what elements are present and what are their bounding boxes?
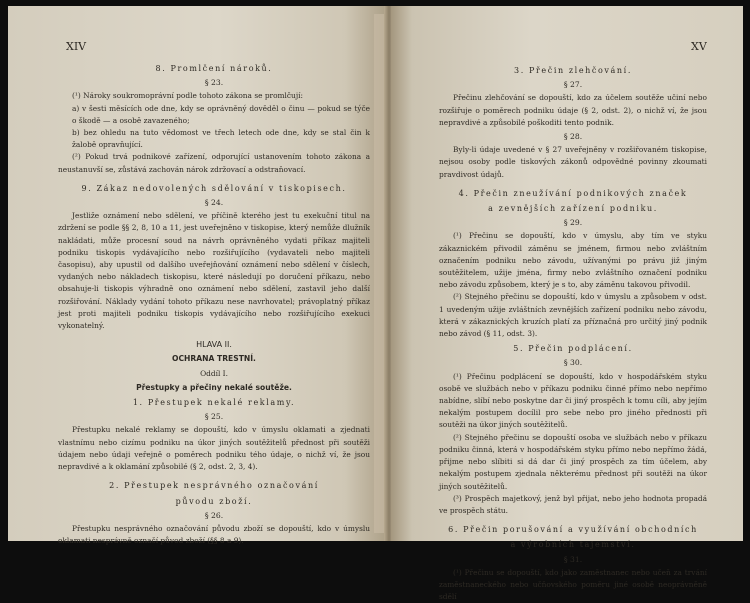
text-paragraph: (¹) Přečinu podplácení se dopouští, kdo v hospodářském styku osobě ve službách nebo v příkazu podniku činné přímo nebo nepřímo nabídne, slíbí nebo poskytne dar či jiný prospěch k tomu cíli, aby jejím nekalým postupem docílil pro sebe nebo pro jiného přednosti při soutěži na úkor jiných soutěžitelů. [439, 371, 707, 430]
list-item: a) v šesti měsících ode dne, kdy se oprávněný dověděl o činu — pokud se týče o škodě — a osobě zavazeného; [72, 103, 370, 125]
text-paragraph: (³) Prospěch majetkový, jenž byl přijat, nebo jeho hodnota propadá ve prospěch státu. [439, 493, 707, 515]
section-heading: 1. Přestupek nekalé reklamy. [132, 398, 296, 408]
text-paragraph: Přestupku nesprávného označování původu zboží se dopouští, kdo v úmyslu oklamati nesprávně označí původ zboží (§§ 8 a 9). [58, 523, 370, 546]
paragraph-number: § 23. [204, 78, 224, 88]
text-paragraph: (¹) Přečinu se dopouští, kdo jako zaměstnanec nebo učeň za trvání zaměstnaneckého nebo učňovského poměru jiné osobě neoprávněně sdělí [439, 567, 707, 602]
list-item: b) bez ohledu na tuto vědomost ve třech letech ode dne, kdy se stal čin k žalobě opravňující. [72, 128, 370, 150]
text-paragraph: Přestupku nekalé reklamy se dopouští, kdo v úmyslu oklamati a zjednati vlastnímu nebo cizímu podniku na úkor jiných soutěžitelů přednost při soutěži údajem nebo údaji veřejně o poměrech podniku tého údaje, o nichž ví, že jsou nepravdivé a k oklamání způsobilé (§ 2, odst. 2, 3, 4). [58, 425, 370, 472]
paragraph-number: § 25. [204, 412, 224, 422]
left-page [8, 6, 391, 546]
section-heading: 5. Přečin podplácení. [513, 344, 633, 354]
text-paragraph: Byly-li údaje uvedené v § 27 uveřejněny v rozšiřovaném tiskopise, nejsou osoby podle tiskových zákonů odpovědné povinny zkoumati pravdivost údajů. [439, 145, 707, 179]
right-page [391, 6, 743, 602]
right-page-text [439, 62, 707, 603]
section-heading-cont: původu zboží. [175, 496, 253, 506]
page-number: XIV [66, 40, 87, 53]
paragraph-number: § 30. [563, 358, 583, 368]
paragraph-number: § 27. [563, 80, 583, 90]
section-heading: 6. Přečin porušování a využívání obchodních [448, 525, 698, 535]
section-heading: 2. Přestupek nesprávného označování [109, 481, 319, 491]
paragraph-number: § 29. [563, 218, 583, 228]
paragraph-number: § 26. [204, 510, 224, 520]
paragraph-number: § 28. [563, 132, 583, 142]
division-title: Přestupky a přečiny nekalé soutěže. [136, 382, 292, 392]
text-paragraph: Jestliže oznámení nebo sdělení, ve příčině kterého jest tu exekuční titul na zdržení se podle §§ 2, 8, 10 a 11, jest uveřejněno v tiskopise, který nemůže dlužník nakládati, může procesní soud na návrh oprávněného vydati příkaz majiteli podniku tiskopis vydávajícího nebo rozšiřujícího (vydavateli nebo majiteli časopisu), aby upustil od dalšího uveřejňování oznámení nebo sdělení v číslech, vydaných nebo nákladech tiskopisu, které následují po doručení příkazu, nebo obsahuje-li tiskopis výhradně ono oznámení nebo sdělení, zastavil jeho další rozšiřování. Náklady vydání tohoto příkazu nese navrhovatel; právoplatný příkaz jest proti majiteli podniku tiskopis vydávajícího nebo rozšiřujícího exekuci vykonatelný. [58, 211, 370, 331]
section-heading-cont: a zevnějších zařízení podniku. [488, 204, 658, 214]
text-paragraph: (¹) Přečinu se dopouští, kdo v úmyslu, aby tím ve styku zákaznickém přivodil záměnu se jménem, firmou nebo zvláštním označením podniku nebo závodu, užívanými po právu již jiným soutěžitelem, užije jména, firmy nebo zvláštního označení podniku nebo závodu způsobem, který je s to, aby záměnu takovou přivodil. [439, 231, 707, 290]
paragraph-number: § 31. [563, 554, 583, 564]
division-heading: Oddíl I. [200, 368, 228, 378]
chapter-title: OCHRANA TRESTNÍ. [172, 354, 256, 364]
paragraph-number: § 24. [204, 198, 224, 208]
text-paragraph: Přečinu zlehčování se dopouští, kdo za účelem soutěže učiní nebo rozšiřuje o poměrech podniku údaje (§ 2, odst. 2), o nichž ví, že jsou nepravdivé a způsobilé poškoditi tento podnik. [439, 93, 707, 127]
left-page-text [58, 60, 370, 547]
text-paragraph: (²) Stejného přečinu se dopouští osoba ve službách nebo v příkazu podniku činná, která v hospodářském styku přímo nebo nepřímo žádá, přijme nebo slíbiti si dá dar či jiný prospěch za tím účelem, aby nekalým postupem zjednala některému přednost při soutěži na úkor jiných soutěžitelů. [439, 432, 707, 491]
section-heading-cont: a výrobních tajemství. [510, 540, 636, 550]
text-paragraph: (¹) Nároky soukromoprávní podle tohoto zákona se promlčují: [72, 91, 303, 101]
page-number: XV [691, 40, 707, 53]
section-heading: 9. Zákaz nedovolených sdělování v tiskopisech. [81, 183, 347, 193]
chapter-heading: HLAVA II. [196, 340, 232, 350]
section-heading: 4. Přečin zneužívání podnikových značek [458, 188, 688, 198]
text-paragraph: (²) Pokud trvá podnikové zařízení, odporující ustanovením tohoto zákona a neustanuvší se, zůstává zachován nárok zdržovací a odstraňovací. [58, 152, 370, 174]
section-heading: 3. Přečin zlehčování. [514, 66, 632, 75]
section-heading: 8. Promlčení nároků. [155, 64, 273, 73]
text-paragraph: (²) Stejného přečinu se dopouští, kdo v úmyslu a způsobem v odst. 1 uvedeným užije zvláštních zevnějších zařízení podniku nebo závodu, která v zákaznických kruzích platí za příznačná pro určitý jiný podnik nebo závod (§ 11, odst. 3). [439, 292, 707, 339]
